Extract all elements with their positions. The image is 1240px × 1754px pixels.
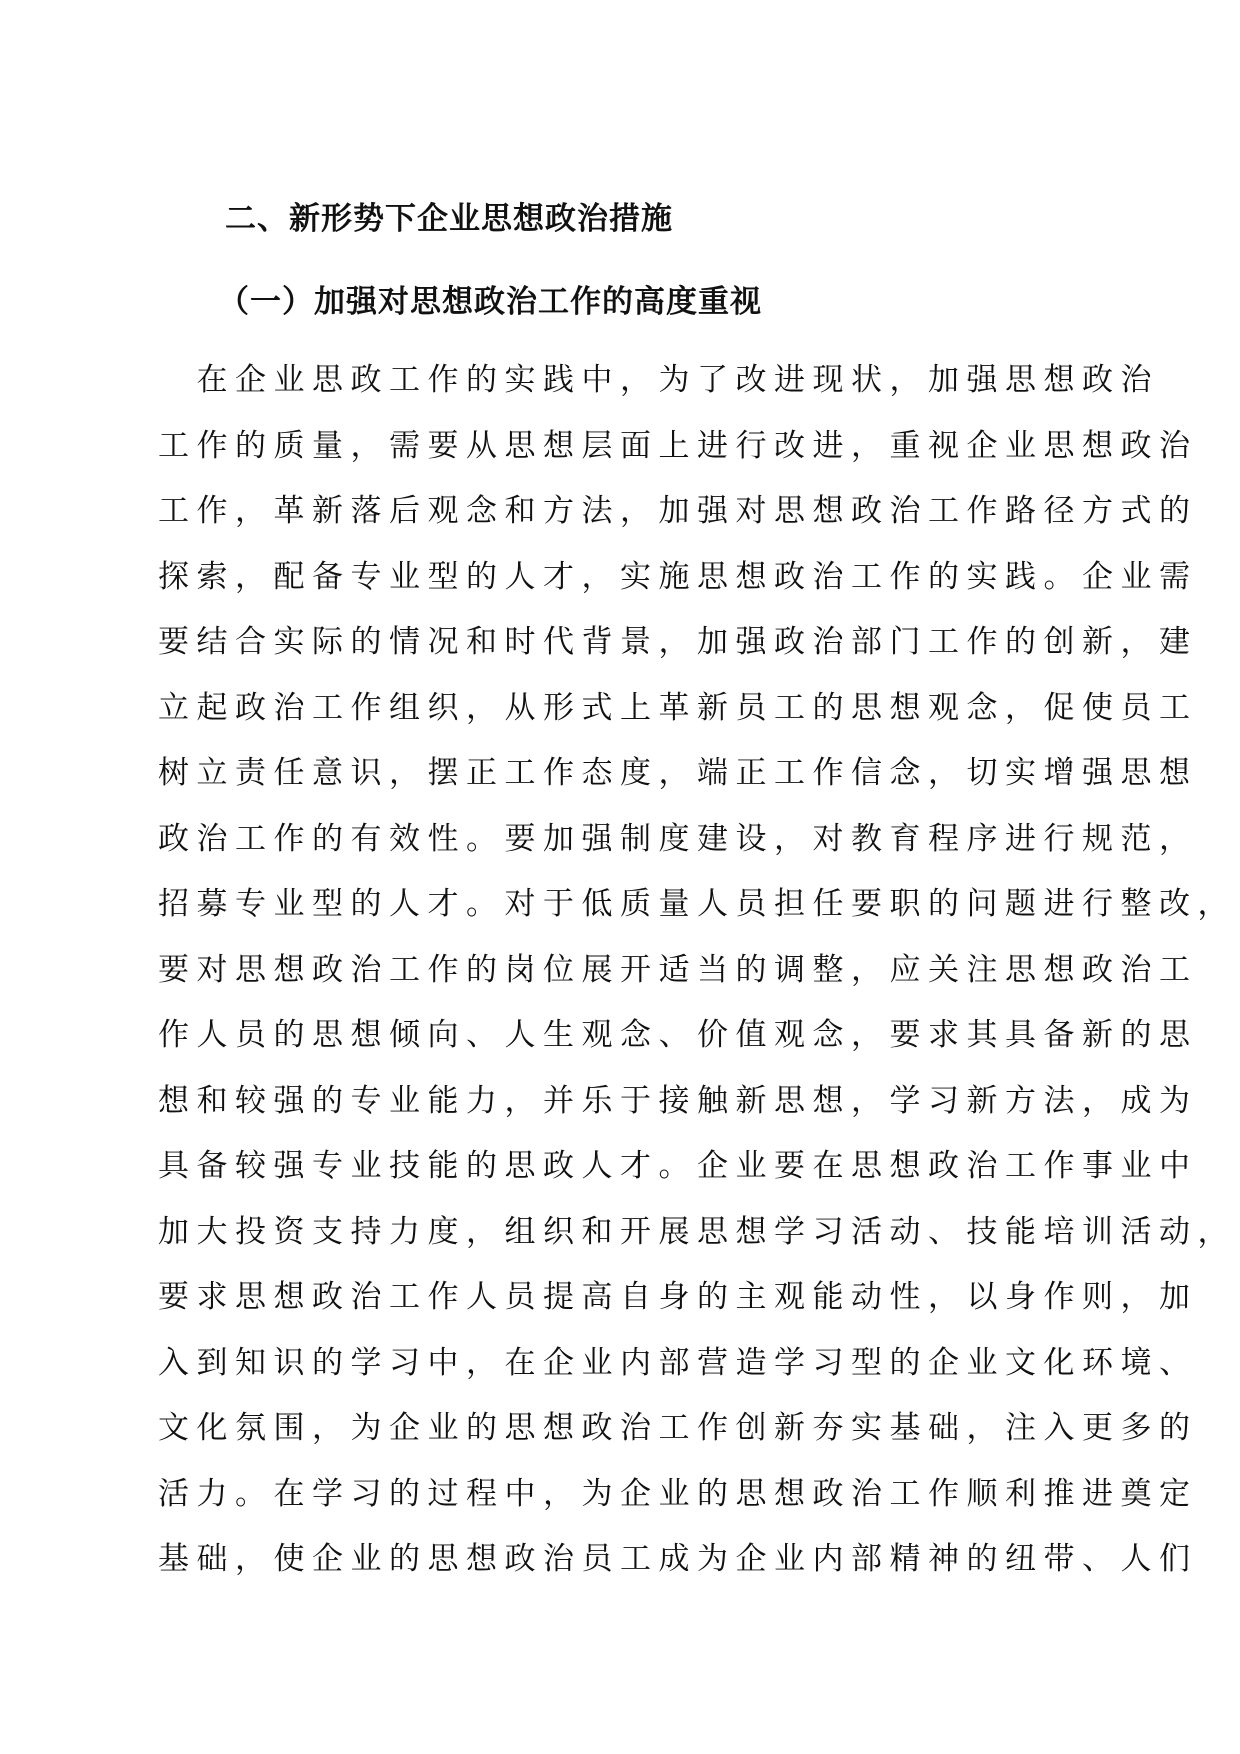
paragraph-line: 活力。在学习的过程中，为企业的思想政治工作顺利推进奠定 <box>158 1475 1198 1512</box>
paragraph-line: 探索，配备专业型的人才，实施思想政治工作的实践。企业需 <box>158 558 1198 595</box>
paragraph-line: 文化氛围，为企业的思想政治工作创新夯实基础，注入更多的 <box>158 1410 1198 1446</box>
paragraph-line: 政治工作的有效性。要加强制度建设，对教育程序进行规范， <box>158 820 1198 857</box>
paragraph-line: 作人员的思想倾向、人生观念、价值观念，要求其具备新的思 <box>158 1017 1198 1053</box>
paragraph-line: 在企业思政工作的实践中，为了改进现状，加强思想政治 <box>158 362 1159 398</box>
paragraph-line: 要对思想政治工作的岗位展开适当的调整，应关注思想政治工 <box>158 951 1198 988</box>
section-heading: 二、新形势下企业思想政治措施 <box>225 201 673 237</box>
paragraph-line: 要求思想政治工作人员提高自身的主观能动性，以身作则，加 <box>158 1279 1198 1315</box>
paragraph-line: 想和较强的专业能力，并乐于接触新思想，学习新方法，成为 <box>158 1082 1198 1119</box>
paragraph-line: 立起政治工作组织，从形式上革新员工的思想观念，促使员工 <box>158 689 1198 726</box>
paragraph-line: 基础，使企业的思想政治员工成为企业内部精神的纽带、人们 <box>158 1541 1198 1577</box>
paragraph-line: 工作，革新落后观念和方法，加强对思想政治工作路径方式的 <box>158 493 1198 529</box>
subsection-heading: （一）加强对思想政治工作的高度重视 <box>218 284 762 320</box>
paragraph-line: 入到知识的学习中，在企业内部营造学习型的企业文化环境、 <box>158 1344 1198 1381</box>
paragraph-line: 要结合实际的情况和时代背景，加强政治部门工作的创新，建 <box>158 624 1198 660</box>
body-paragraph <box>158 348 1236 1593</box>
paragraph-line: 具备较强专业技能的思政人才。企业要在思想政治工作事业中 <box>158 1148 1198 1184</box>
paragraph-line: 招募专业型的人才。对于低质量人员担任要职的问题进行整改， <box>158 886 1236 922</box>
paragraph-line: 加大投资支持力度，组织和开展思想学习活动、技能培训活动， <box>158 1213 1236 1250</box>
paragraph-line: 树立责任意识，摆正工作态度，端正工作信念，切实增强思想 <box>158 755 1198 791</box>
paragraph-line: 工作的质量，需要从思想层面上进行改进，重视企业思想政治 <box>158 427 1198 464</box>
